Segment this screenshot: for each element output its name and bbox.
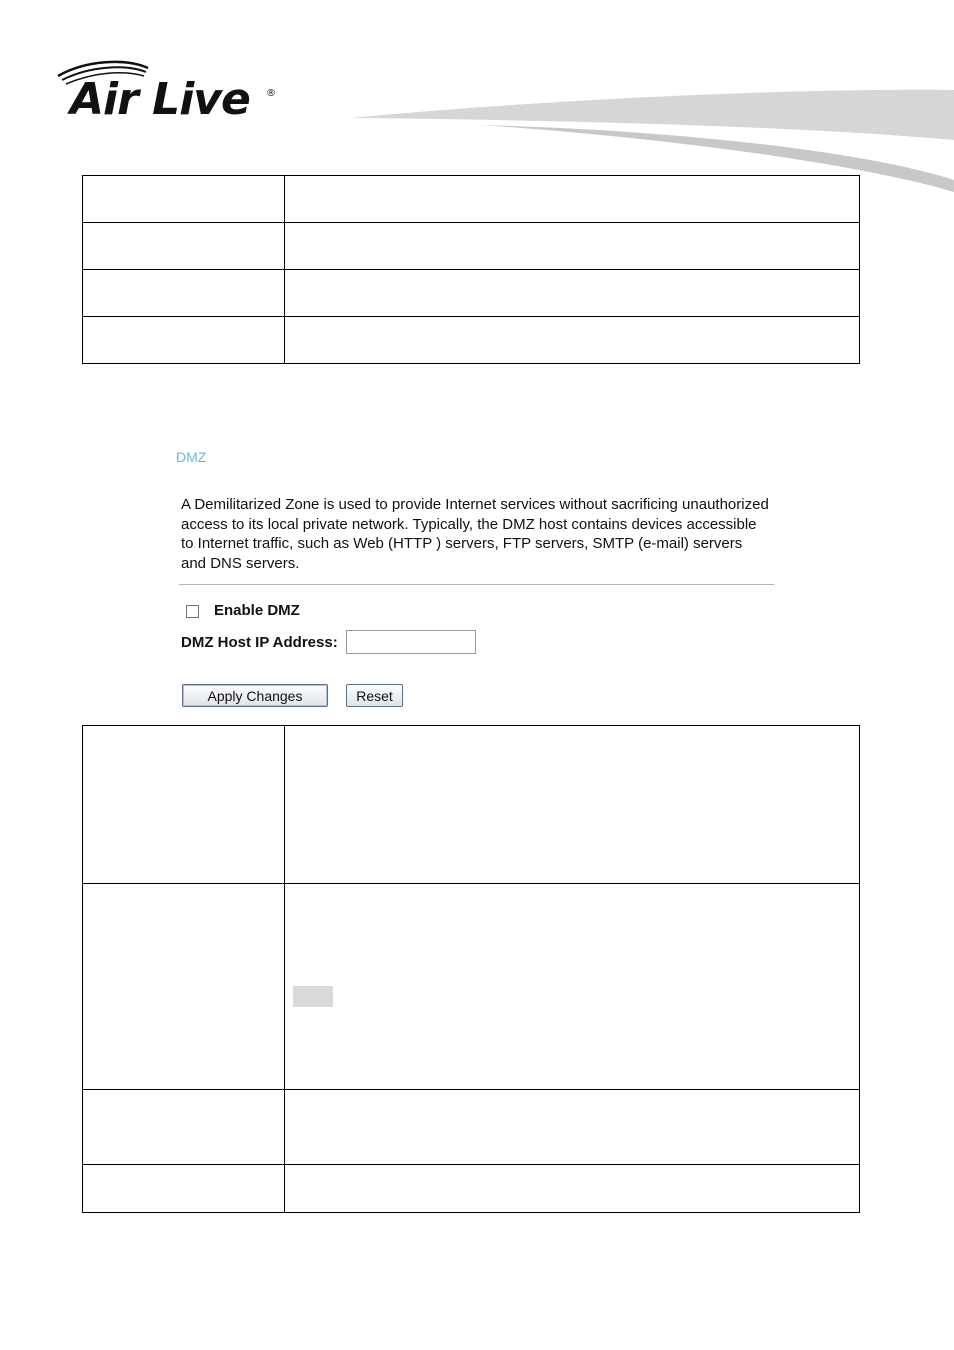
table-row <box>83 1090 860 1165</box>
enable-dmz-label: Enable DMZ <box>214 602 300 619</box>
reset-button[interactable]: Reset <box>346 684 403 707</box>
table-row <box>83 223 860 270</box>
dmz-host-ip-input[interactable] <box>346 630 476 654</box>
apply-changes-button[interactable]: Apply Changes <box>182 684 328 707</box>
divider <box>179 584 774 585</box>
table-row <box>83 317 860 364</box>
dmz-host-ip-label: DMZ Host IP Address: <box>181 634 338 651</box>
table-row <box>83 176 860 223</box>
enable-dmz-checkbox[interactable] <box>186 605 199 618</box>
highlight-box <box>293 986 333 1007</box>
table-row <box>83 270 860 317</box>
table-row <box>83 726 860 884</box>
bottom-table <box>82 725 860 1213</box>
table-row <box>83 1165 860 1213</box>
logo-registered-mark: ® <box>266 88 276 99</box>
airlive-logo <box>56 58 286 128</box>
table-row <box>83 884 860 1090</box>
panel-description: A Demilitarized Zone is used to provide Internet services without sacrificing unauthorized access to its local private network. Typically, the DMZ host contains devices accessible to Internet traffic, such as Web (HTTP ) servers, FTP servers, SMTP (e-mail) servers and DNS servers. <box>181 496 769 572</box>
logo-text: Air Live <box>70 74 250 125</box>
panel-title: DMZ <box>176 449 207 465</box>
top-table <box>82 175 860 364</box>
